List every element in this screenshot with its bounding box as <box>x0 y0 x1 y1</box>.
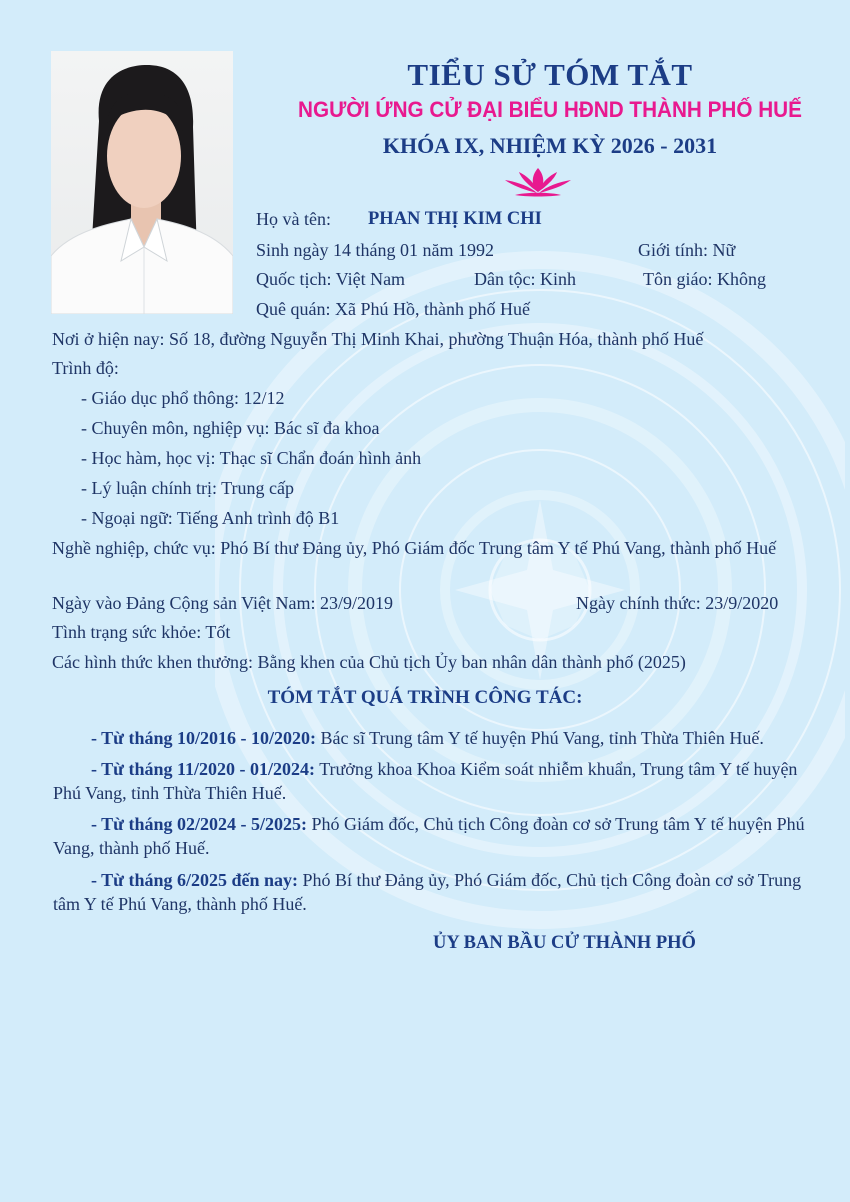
career-period: - Từ tháng 6/2025 đến nay: <box>91 870 299 890</box>
issuing-authority: ỦY BAN BẦU CỬ THÀNH PHỐ <box>433 933 696 953</box>
career-text: Phó Giám đốc, Chủ tịch Công đoàn cơ sở Trung tâm Y tế huyện Phú Vang, thành phố Huế. <box>53 814 805 858</box>
career-item <box>53 757 805 805</box>
birth-date: Sinh ngày 14 tháng 01 năm 1992 <box>256 240 494 260</box>
lotus-icon <box>501 166 575 198</box>
party-official-date: Ngày chính thức: 23/9/2020 <box>576 593 779 613</box>
career-item <box>53 868 805 916</box>
education-item: - Học hàm, học vị: Thạc sĩ Chẩn đoán hình ảnh <box>81 448 422 468</box>
career-item <box>53 812 805 860</box>
residence: Nơi ở hiện nay: Số 18, đường Nguyễn Thị Minh Khai, phường Thuận Hóa, thành phố Huế <box>52 329 704 349</box>
ethnicity: Dân tộc: Kinh <box>474 269 576 289</box>
career-item <box>53 726 805 750</box>
career-period: - Từ tháng 02/2024 - 5/2025: <box>91 814 307 834</box>
career-text: Bác sĩ Trung tâm Y tế huyện Phú Vang, tỉnh Thừa Thiên Huế. <box>320 728 764 748</box>
occupation: Nghề nghiệp, chức vụ: Phó Bí thư Đảng ủy, Phó Giám đốc Trung tâm Y tế Phú Vang, thành phố Huế <box>52 538 777 558</box>
nationality: Quốc tịch: Việt Nam <box>256 269 406 289</box>
education-item: - Giáo dục phổ thông: 12/12 <box>81 388 285 408</box>
education-item: - Chuyên môn, nghiệp vụ: Bác sĩ đa khoa <box>81 418 380 438</box>
education-item: - Lý luận chính trị: Trung cấp <box>81 478 294 498</box>
gender: Giới tính: Nữ <box>638 240 736 260</box>
candidate-photo <box>51 51 233 314</box>
hometown: Quê quán: Xã Phú Hồ, thành phố Huế <box>256 299 530 319</box>
career-period: - Từ tháng 10/2016 - 10/2020: <box>91 728 316 748</box>
document-subtitle: NGƯỜI ỨNG CỬ ĐẠI BIỂU HĐND THÀNH PHỐ HUẾ <box>298 97 802 122</box>
career-text: Trưởng khoa Khoa Kiểm soát nhiễm khuẩn, Trung tâm Y tế huyện Phú Vang, tỉnh Thừa Thiên Huế. <box>53 759 798 803</box>
health-status: Tình trạng sức khỏe: Tốt <box>52 622 231 642</box>
career-text: Phó Bí thư Đảng ủy, Phó Giám đốc, Chủ tịch Công đoàn cơ sở Trung tâm Y tế Phú Vang, thành phố Huế. <box>53 870 802 914</box>
education-item: - Ngoại ngữ: Tiếng Anh trình độ B1 <box>81 508 340 528</box>
career-period: - Từ tháng 11/2020 - 01/2024: <box>91 759 315 779</box>
religion: Tôn giáo: Không <box>643 269 766 289</box>
education-label: Trình độ: <box>52 358 119 378</box>
party-join-date: Ngày vào Đảng Cộng sản Việt Nam: 23/9/2019 <box>52 593 394 613</box>
name-label: Họ và tên: <box>256 209 331 229</box>
term-heading: KHÓA IX, NHIỆM KỲ 2026 - 2031 <box>382 133 718 158</box>
career-section-title: TÓM TẮT QUÁ TRÌNH CÔNG TÁC: <box>267 687 583 708</box>
candidate-name: PHAN THỊ KIM CHI <box>368 209 542 229</box>
awards: Các hình thức khen thưởng: Bằng khen của Chủ tịch Ủy ban nhân dân thành phố (2025) <box>52 652 686 672</box>
document-title: TIỂU SỬ TÓM TẮT <box>407 57 693 92</box>
